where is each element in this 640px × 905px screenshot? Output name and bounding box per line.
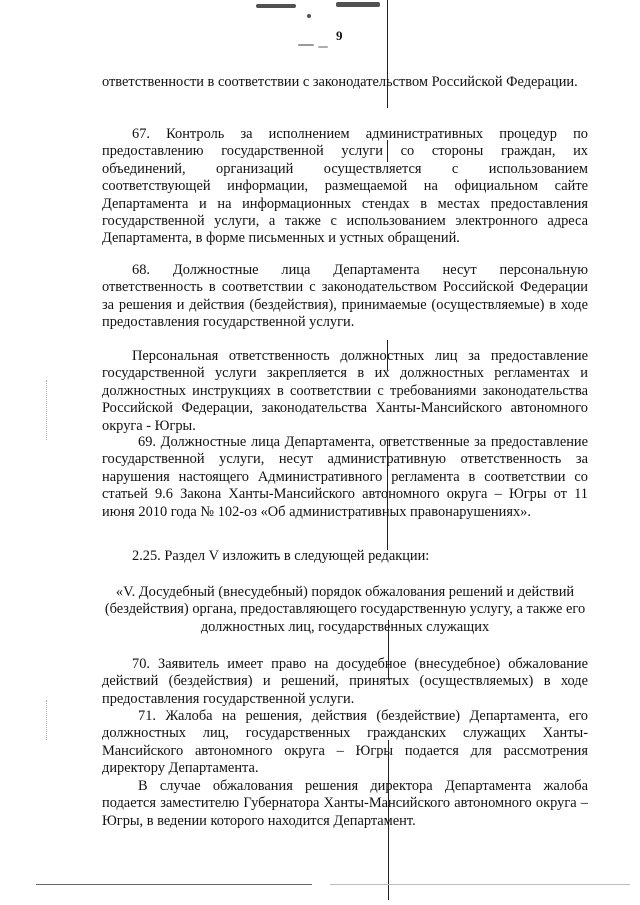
- scan-bottom-rule-2: [330, 884, 630, 885]
- scan-smudge-right: [336, 2, 380, 7]
- scan-fold-line: [387, 0, 388, 108]
- page-number: 9: [336, 28, 343, 43]
- scan-dot-2: [298, 44, 314, 46]
- paragraph-personal-responsibility: Персональная ответственность должностных лиц за предоставление государственной услуги закрепляется в их должностных регламентах и должностных инструкциях в соответствии с требованиями законодательства Российской Федерации, законодательства Ханты-Мансийского автономного округа - Югры.: [102, 348, 588, 434]
- paragraph-69: 69. Должностные лица Департамента, ответственные за предоставление государственной услуги, несут административную ответственность за нарушения настоящего Административного регламента в соответствии со статьей 9.6 Закона Ханты-Мансийского автономного округа – Югры от 11 июня 2010 года № 102-оз «Об административных правонарушениях».: [102, 434, 588, 520]
- paragraph-2-25: 2.25. Раздел V изложить в следующей редакции:: [132, 548, 430, 564]
- section-v-heading: «V. Досудебный (внесудебный) порядок обжалования решений и действий (бездействия) органа, предоставляющего государственную услугу, а также его должностных лиц, государственных служащих: [104, 584, 586, 635]
- paragraph-68: 68. Должностные лица Департамента несут персональную ответственность в соответствии с законодательством Российской Федерации за решения и действия (бездействия), принимаемые (осуществляемые) в ходе предоставления государственной услуги.: [102, 262, 588, 331]
- paragraph-67: 67. Контроль за исполнением административных процедур по предоставлению государственной услуги со стороны граждан, их объединений, организаций осуществляется с использованием соответствующей информации, размещаемой на официальном сайте Департамента и на информационных стендах в местах предоставления государственной услуги, а также с использованием электронного адреса Департамента, в форме письменных и устных обращений.: [102, 126, 588, 247]
- scan-margin-dots-2: [46, 700, 48, 740]
- scan-smudge-left: [256, 4, 296, 8]
- scan-dot-1: [307, 14, 311, 18]
- scan-margin-dots: [46, 380, 48, 440]
- paragraph-70: 70. Заявитель имеет право на досудебное (внесудебное) обжалование действий (бездействия) и решений, принятых (осуществляемых) в ходе предоставления государственной услуги.: [102, 656, 588, 707]
- paragraph-appeal-director: В случае обжалования решения директора Департамента жалоба подается заместителю Губернатора Ханты-Мансийского автономного округа – Югры, в ведении которого находится Департамент.: [102, 778, 588, 829]
- paragraph-71: 71. Жалоба на решения, действия (бездействие) Департамента, его должностных лиц, государственных гражданских служащих Ханты-Мансийского автономного округа – Югры подается для рассмотрения директору Департамента.: [102, 708, 588, 777]
- scan-bottom-rule: [36, 884, 312, 885]
- paragraph-continuation: ответственности в соответствии с законодательством Российской Федерации.: [102, 74, 578, 90]
- scan-dot-3: [318, 46, 328, 48]
